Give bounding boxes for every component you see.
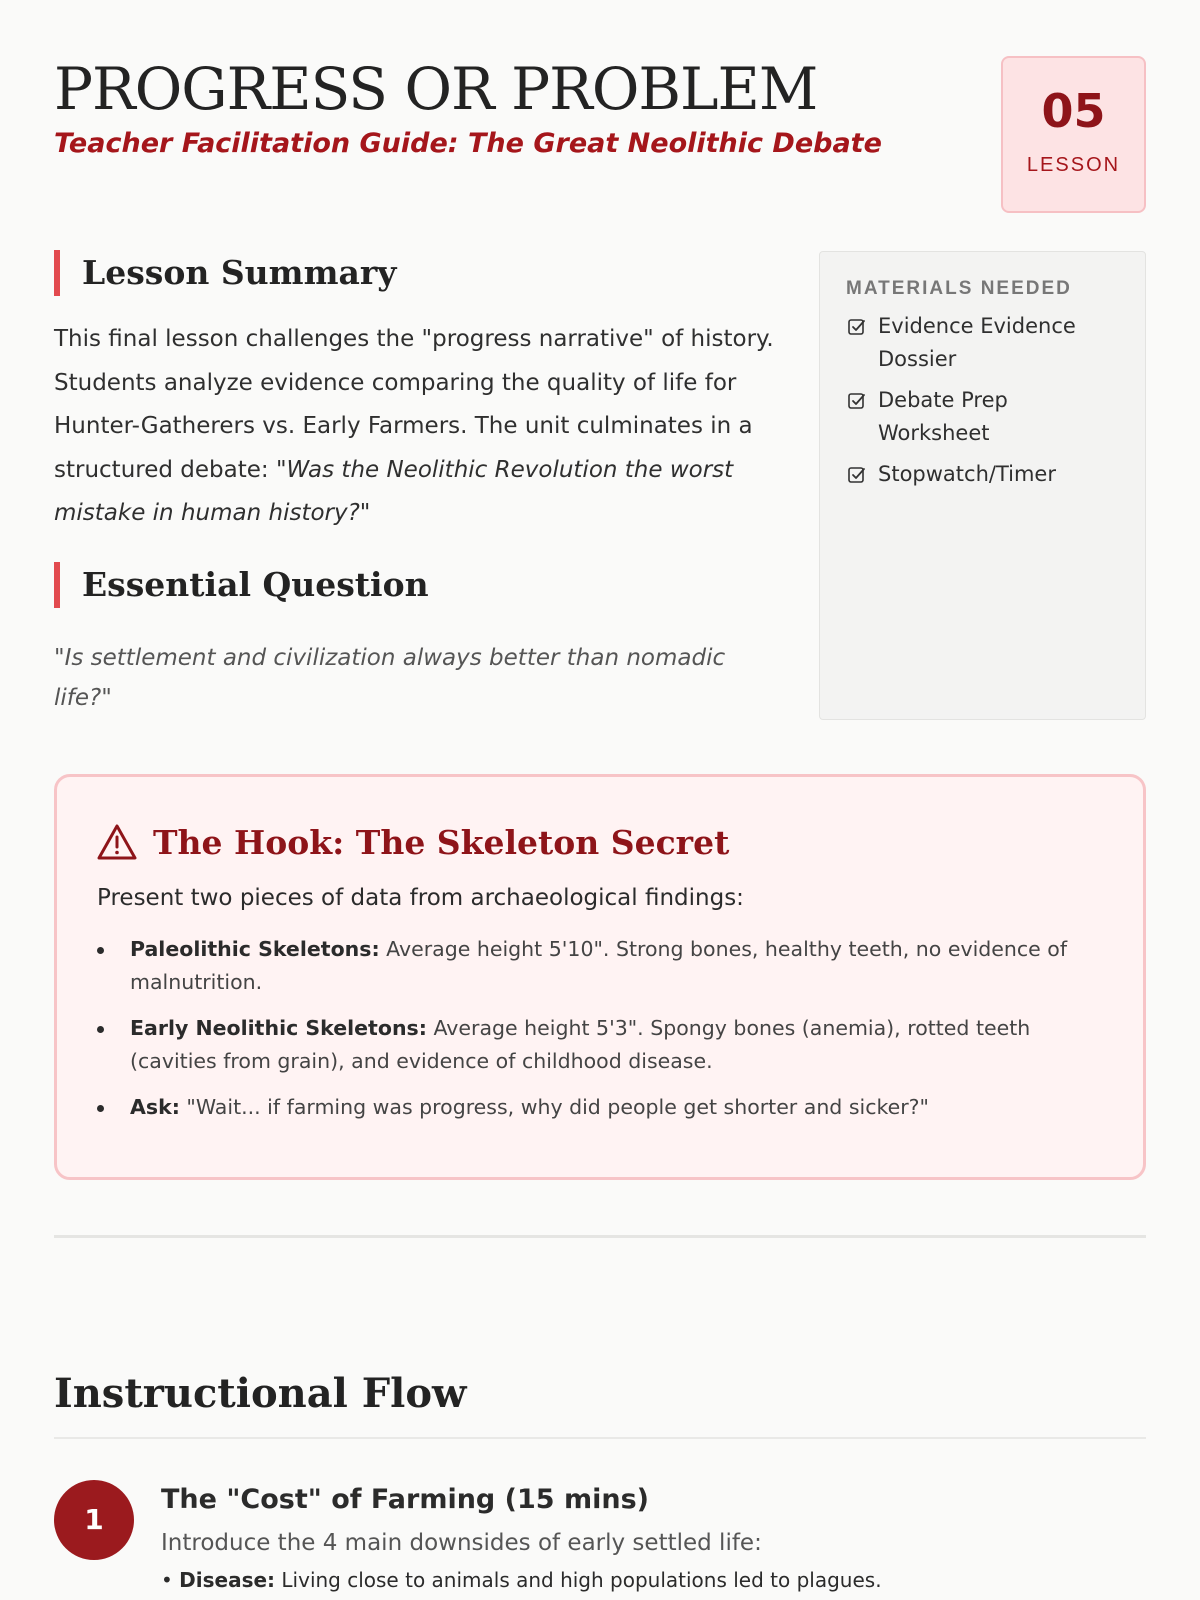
page-title: PROGRESS OR PROBLEM xyxy=(54,55,818,123)
material-item xyxy=(846,384,1119,450)
hook-list xyxy=(97,933,1103,1124)
lesson-badge xyxy=(1001,56,1146,213)
lesson-summary-text xyxy=(54,318,774,536)
hook-header xyxy=(97,817,1103,867)
checkbox-checked-icon xyxy=(846,465,868,485)
section-divider xyxy=(54,1235,1146,1238)
step-number-badge: 1 xyxy=(54,1480,134,1560)
instructional-flow-heading: Instructional Flow xyxy=(54,1370,467,1417)
step-intro: Introduce the 4 main downsides of early settled life: xyxy=(161,1530,762,1556)
item-label: Early Neolithic Skeletons: xyxy=(130,1016,427,1040)
item-label: Paleolithic Skeletons: xyxy=(130,937,380,961)
lesson-label: LESSON xyxy=(1026,154,1121,176)
warning-icon xyxy=(97,823,137,861)
debate-question: "Was the Neolithic Revolution the worst mistake in human history?" xyxy=(54,456,734,526)
material-item xyxy=(846,458,1119,491)
page-header xyxy=(54,56,1146,216)
hook-intro: Present two pieces of data from archaeological findings: xyxy=(97,885,744,911)
material-label: Evidence Evidence Dossier xyxy=(878,314,1076,371)
step-body xyxy=(161,1480,1146,1592)
materials-panel xyxy=(819,251,1146,720)
list-item xyxy=(97,933,1103,999)
lesson-summary-heading: Lesson Summary xyxy=(54,250,774,296)
summary-body: This final lesson challenges the "progress narrative" of history. Students analyze evidence comparing the quality of life for Hunter-Gatherers vs. Early Farmers. The unit culminates in a structured debate: xyxy=(54,326,774,483)
bullet-text: Living close to animals and high populations led to plagues. xyxy=(275,1568,882,1592)
item-text: "Wait... if farming was progress, why did people get shorter and sicker?" xyxy=(179,1095,929,1119)
step-title: The "Cost" of Farming (15 mins) xyxy=(161,1484,649,1515)
essential-question-text: "Is settlement and civilization always better than nomadic life?" xyxy=(54,644,726,711)
item-text: Average height 5'10". Strong bones, healthy teeth, no evidence of malnutrition. xyxy=(130,937,1068,994)
step-bullet: • Disease: Living close to animals and high populations led to plagues. xyxy=(161,1568,882,1592)
checkbox-checked-icon xyxy=(846,317,868,337)
main-column xyxy=(54,250,774,718)
hook-callout xyxy=(54,774,1146,1180)
item-label: Ask: xyxy=(130,1095,180,1119)
heading-rule xyxy=(54,1437,1146,1439)
material-label: Stopwatch/Timer xyxy=(878,462,1056,486)
lesson-number: 05 xyxy=(1041,84,1106,138)
materials-title: MATERIALS NEEDED xyxy=(846,278,1072,299)
page-subtitle: Teacher Facilitation Guide: The Great Neolithic Debate xyxy=(54,128,882,159)
hook-title: The Hook: The Skeleton Secret xyxy=(153,822,730,862)
item-text: Average height 5'3". Spongy bones (anemia), rotted teeth (cavities from grain), and evidence of childhood disease. xyxy=(130,1016,1031,1073)
material-item xyxy=(846,310,1119,376)
essential-question-heading: Essential Question xyxy=(54,562,774,608)
material-label: Debate Prep Worksheet xyxy=(878,388,1008,445)
checkbox-checked-icon xyxy=(846,391,868,411)
bullet-label: Disease: xyxy=(179,1568,276,1592)
list-item xyxy=(97,1012,1103,1078)
list-item xyxy=(97,1091,1103,1124)
